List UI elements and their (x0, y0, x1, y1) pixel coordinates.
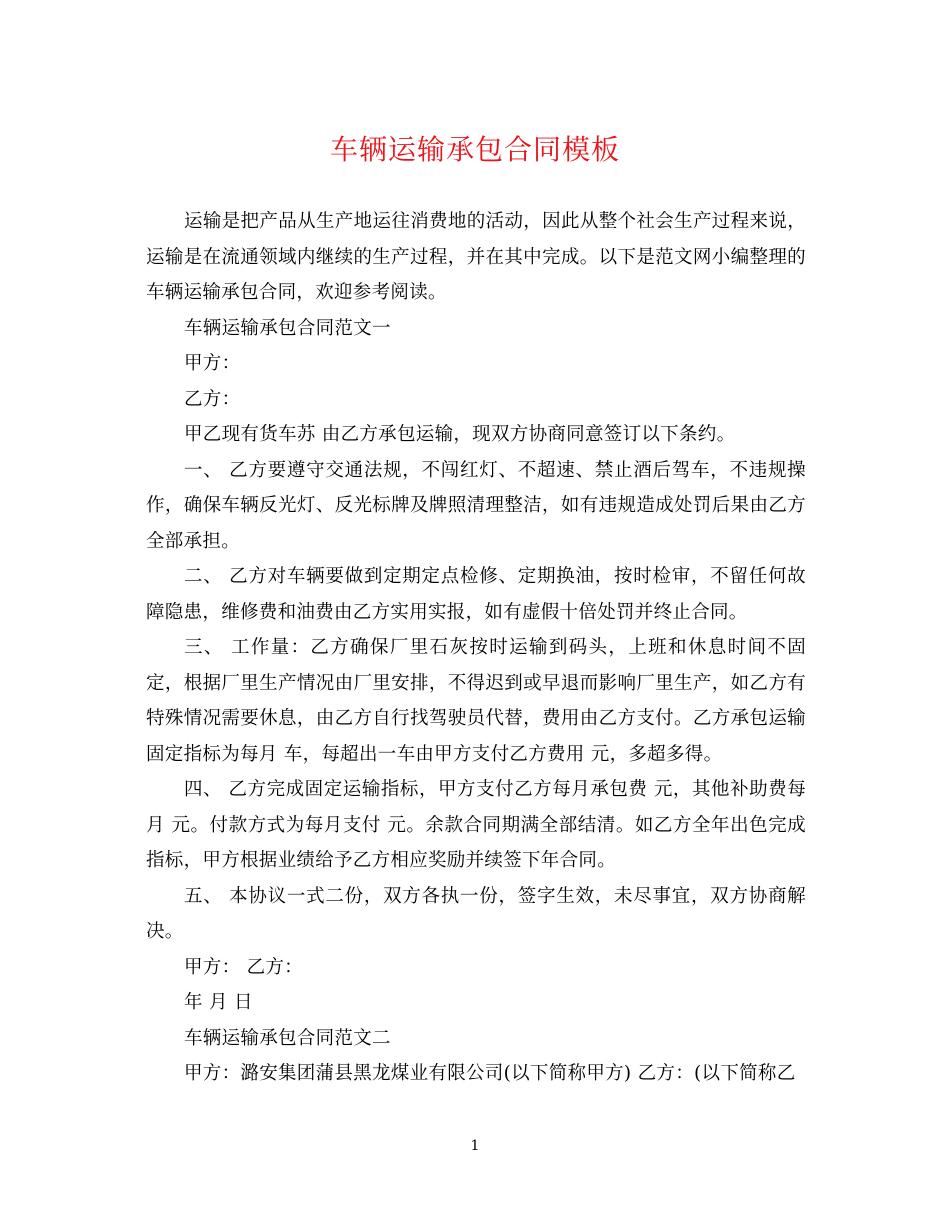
party-b-line: 乙方： (184, 388, 241, 410)
clause-two: 二、 乙方对车辆要做到定期定点检修、定期换油，按时检审，不留任何故障隐患，维修费和油费由乙方实用实报，如有虚假十倍处罚并终止合同。 (146, 566, 806, 623)
party-a-line: 甲方： (184, 353, 241, 374)
clause-five: 五、 本协议一式二份，双方各执一份，签字生效，未尽事宜，双方协商解决。 (146, 885, 806, 942)
clause-three: 三、 工作量：乙方确保厂里石灰按时运输到码头，上班和休息时间不固定，根据厂里生产情况由厂里安排，不得迟到或早退而影响厂里生产，如乙方有特殊情况需要休息，由乙方自行找驾驶员代替，费用由乙方支付。乙方承包运输固定指标为每月 车，每超出一车由甲方支付乙方费用 元，多超多得。 (146, 637, 806, 765)
date-line: 年 月 日 (184, 992, 253, 1013)
page-number: 1 (470, 1138, 480, 1154)
signature-line: 甲方： 乙方： (184, 956, 303, 978)
document-body (146, 204, 806, 1092)
section-heading-sample-one: 车辆运输承包合同范文一 (184, 317, 391, 339)
clause-one: 一、 乙方要遵守交通法规，不闯红灯、不超速、禁止酒后驾车，不违规操作，确保车辆反光灯、反光标牌及牌照清理整洁，如有违规造成处罚后果由乙方全部承担。 (146, 459, 806, 552)
sample-two-parties-line: 甲方：潞安集团蒲县黑龙煤业有限公司(以下简称甲方) 乙方：(以下简称乙 (184, 1063, 796, 1084)
clause-four: 四、 乙方完成固定运输指标，甲方支付乙方每月承包费 元，其他补助费每月 元。付款方式为每月支付 元。余款合同期满全部结清。如乙方全年出色完成指标，甲方根据业绩给予乙方相应奖励并续签下年合同。 (146, 779, 806, 871)
section-heading-sample-two: 车辆运输承包合同范文二 (184, 1027, 391, 1049)
intro-paragraph: 运输是把产品从生产地运往消费地的活动，因此从整个社会生产过程来说，运输是在流通领域内继续的生产过程，并在其中完成。以下是范文网小编整理的车辆运输承包合同，欢迎参考阅读。 (146, 211, 806, 303)
document-title: 车辆运输承包合同模板 (329, 133, 620, 166)
agreement-intro: 甲乙现有货车苏 由乙方承包运输，现双方协商同意签订以下条约。 (184, 424, 736, 445)
